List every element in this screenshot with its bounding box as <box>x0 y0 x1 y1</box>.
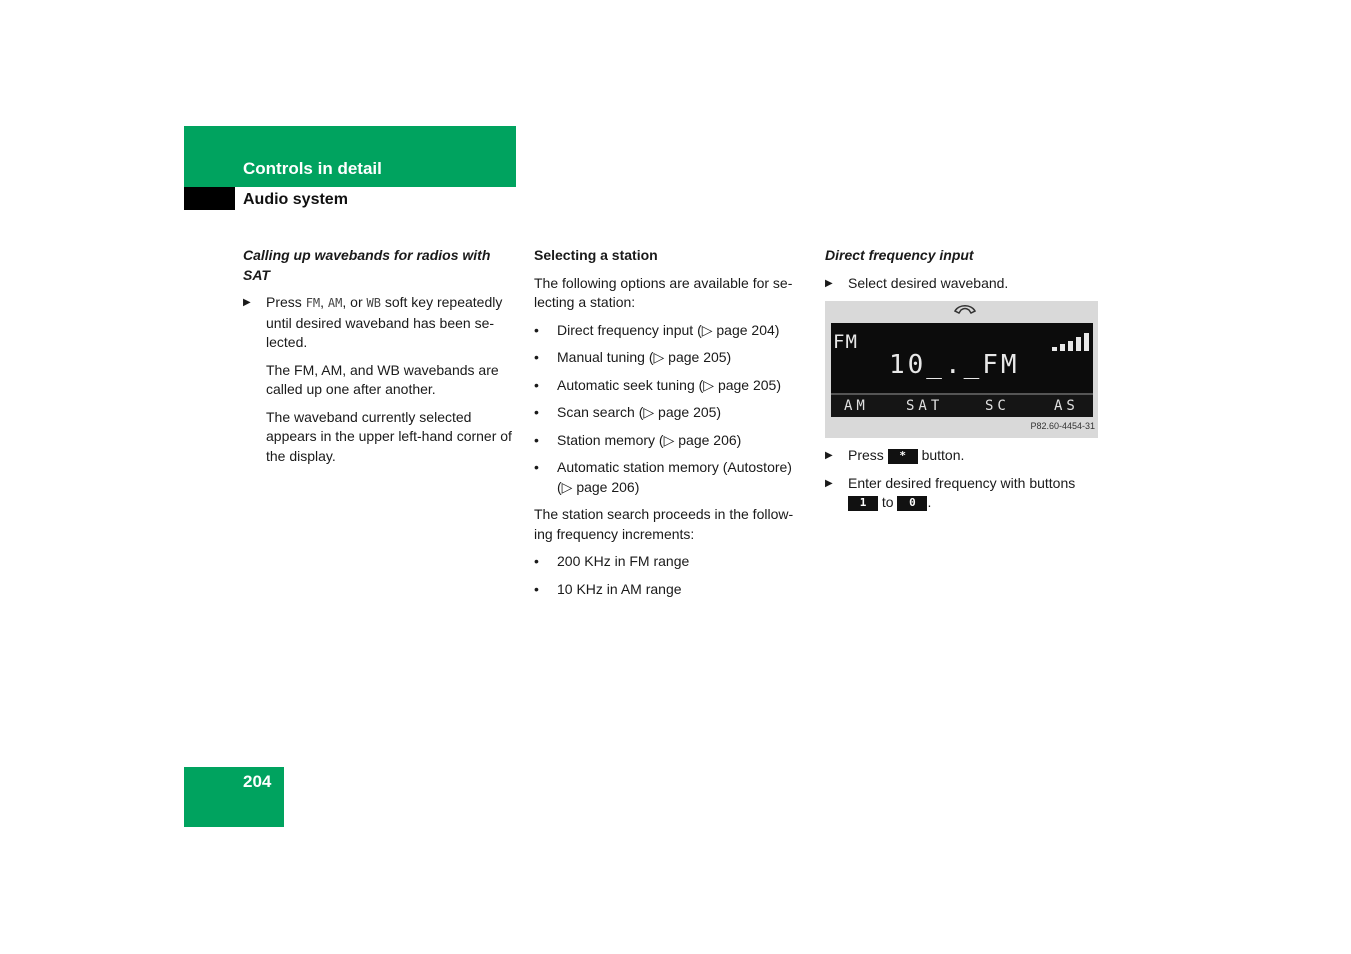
column-direct-frequency <box>825 246 1100 521</box>
lcd-softkey-bar <box>831 393 1093 417</box>
softkey-as-label: AS <box>1054 398 1079 414</box>
step-arrow-icon: ▶ <box>825 477 833 489</box>
key-1: 1 <box>848 496 878 511</box>
list-item: • Scan search (▷ page 205) <box>534 404 722 420</box>
step-arrow-icon: ▶ <box>243 297 251 308</box>
page-number: 204 <box>243 772 272 791</box>
section-subtitle: Audio system <box>243 191 348 208</box>
section-title: Controls in detail <box>243 159 382 178</box>
lcd-frequency: 10_._FM <box>889 350 1020 380</box>
list-item: • Automatic seek tuning (▷ page 205) <box>534 376 782 393</box>
list-item: • Manual tuning (▷ page 205) <box>534 349 732 365</box>
options-intro: The following options are available for se-lecting a station: <box>534 274 793 310</box>
step-arrow-icon: ▶ <box>825 450 833 461</box>
key-0: 0 <box>897 496 927 511</box>
lcd-screen <box>831 323 1093 417</box>
softkey-sat-label: SAT <box>906 398 944 414</box>
select-waveband-step: ▶ Select desired waveband. <box>825 274 1100 294</box>
wavebands-heading: Calling up wavebands for radios with SAT <box>243 247 491 283</box>
wavebands-order-note: The FM, AM, and WB wavebands are called up one after another. <box>266 361 499 397</box>
list-item: • 10 KHz in AM range <box>534 580 682 597</box>
press-softkey-step: ▶ Press FM, AM, or WB soft key repeatedly until desired waveband has been se-lected. <box>243 294 503 350</box>
selecting-station-heading: Selecting a station <box>534 247 658 263</box>
header-marker <box>184 187 235 210</box>
softkey-sc-label: SC <box>985 398 1010 414</box>
increments-intro: The station search proceeds in the follow-ing frequency increments: <box>534 506 794 542</box>
wb-softkey-label: WB <box>366 296 381 310</box>
column-wavebands <box>243 246 518 474</box>
list-item: • Direct frequency input (▷ page 204) <box>534 321 780 338</box>
enter-frequency-step: ▶ Enter desired frequency with buttons 1 to 0 . <box>825 474 1076 510</box>
softkey-am-label: AM <box>844 398 869 414</box>
list-item: • 200 KHz in FM range <box>534 553 690 569</box>
radio-display-figure <box>825 301 1098 438</box>
fm-softkey-label: FM <box>305 296 321 310</box>
signal-strength-icon <box>1051 331 1091 353</box>
direct-frequency-heading: Direct frequency input <box>825 247 974 263</box>
waveband-display-note: The waveband currently selected appears in the upper left-hand corner of the display. <box>266 408 512 464</box>
phone-icon <box>953 303 977 317</box>
list-item: • Automatic station memory (Autostore) (▷ page 206) <box>534 459 792 495</box>
figure-code: P82.60-4454-31 <box>1030 420 1095 431</box>
press-star-step: ▶ Press * button. <box>825 446 1100 466</box>
step-arrow-icon: ▶ <box>825 277 833 289</box>
list-item: • Station memory (▷ page 206) <box>534 431 742 448</box>
am-softkey-label: AM <box>327 296 343 310</box>
lcd-waveband: FM <box>833 331 858 353</box>
star-key: * <box>888 449 918 464</box>
options-list <box>534 321 809 498</box>
increments-list <box>534 552 809 599</box>
column-selecting-station <box>534 246 809 607</box>
